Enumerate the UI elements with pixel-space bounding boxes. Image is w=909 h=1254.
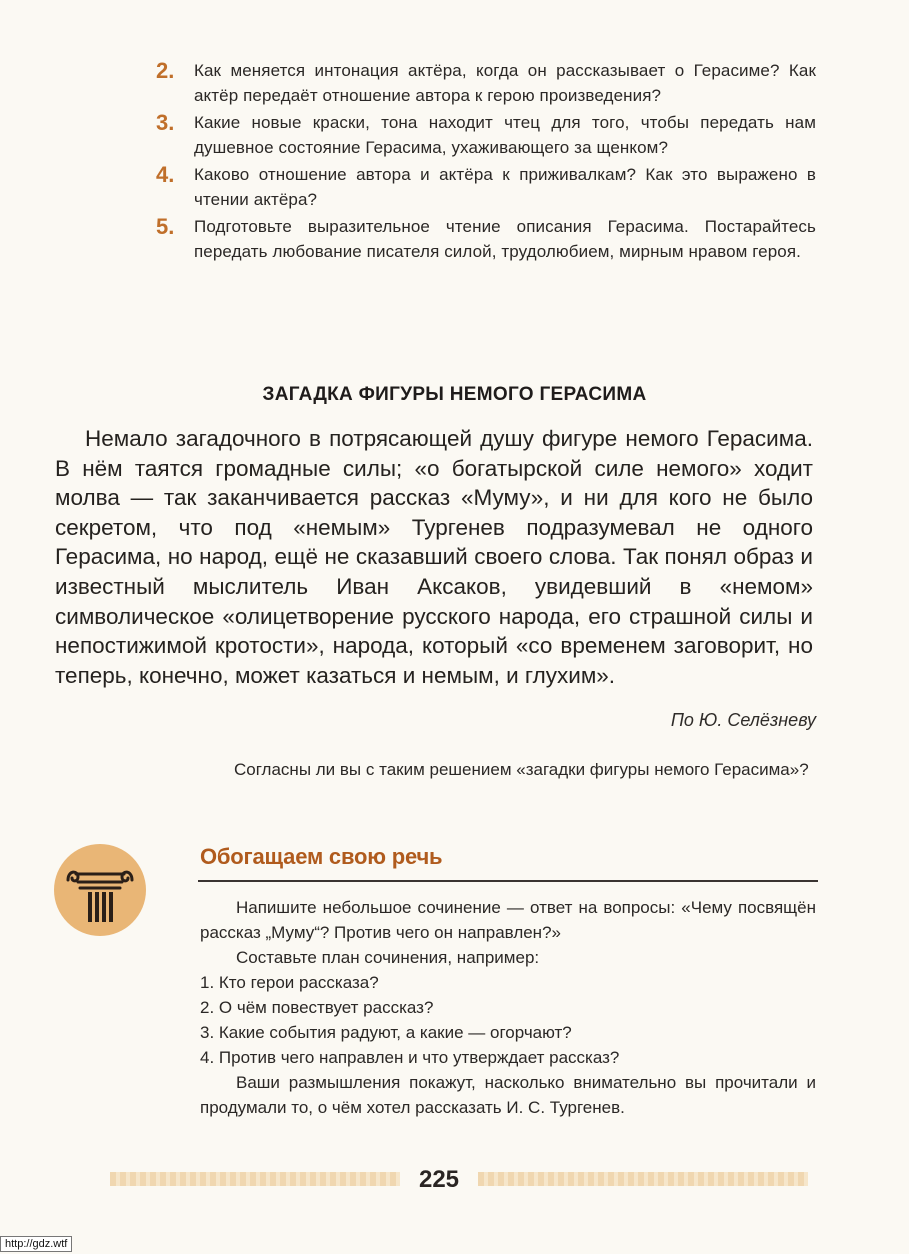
questions-list: [156, 58, 816, 264]
question-number: 5.: [156, 214, 175, 239]
enrich-body: [200, 895, 816, 1120]
column-capital-icon: [54, 844, 146, 936]
page-number: 225: [418, 1166, 460, 1193]
plan-intro: Составьте план сочинения, например:: [236, 948, 540, 967]
question-text: Подготовьте выразительное чтение описания Герасима. Постарайтесь передать любование писателя силой, трудолюбием, мирным нравом героя.: [194, 217, 816, 261]
question-number: 2.: [156, 58, 175, 83]
section-heading: ЗАГАДКА ФИГУРЫ НЕМОГО ГЕРАСИМА: [262, 384, 647, 405]
question-text: Как меняется интонация актёра, когда он рассказывает о Герасиме? Как актёр передаёт отношение автора к герою произведения?: [194, 61, 816, 105]
question-item: [156, 110, 816, 160]
plan-item: 1. Кто герои рассказа?: [200, 973, 379, 992]
question-number: 3.: [156, 110, 175, 135]
title-underline: [198, 880, 818, 882]
enrich-closing: Ваши размышления покажут, насколько внимательно вы прочитали и продумали то, о чём хотел рассказать И. С. Тургенев.: [200, 1073, 816, 1117]
main-paragraph: Немало загадочного в потрясающей душу фигуре немого Герасима. В нём таятся громадные силы; «о богатырской силе немого» ходит молва — так заканчивается рассказ «Муму», и ни для кого не было секретом, что под «немым» Тургенев подразумевал не одного Герасима, но народ, ещё не сказавший своего слова. Так понял образ и известный мыслитель Иван Аксаков, увидевший в «немом» символическое «олицетворение русского народа, его страшной силы и непостижимой кротости», народа, который «со временем заговорит, но теперь, конечно, может казаться и немым, и глухим».: [55, 426, 813, 688]
enrich-intro: Напишите небольшое сочинение — ответ на вопросы: «Чему посвящён рассказ „Муму“? Против чего он направлен?»: [200, 898, 816, 942]
watermark-link[interactable]: http://gdz.wtf: [0, 1236, 72, 1252]
plan-item: 4. Против чего направлен и что утверждает рассказ?: [200, 1048, 620, 1067]
attribution: По Ю. Селёзневу: [670, 710, 816, 730]
discussion-question: Согласны ли вы с таким решением «загадки фигуры немого Герасима»?: [234, 760, 809, 779]
question-text: Каково отношение автора и актёра к приживалкам? Как это выражено в чтении актёра?: [194, 165, 816, 209]
question-text: Какие новые краски, тона находит чтец для того, чтобы передать нам душевное состояние Герасима, ухаживающего за щенком?: [194, 113, 816, 157]
plan-item: 3. Какие события радуют, а какие — огорчают?: [200, 1023, 572, 1042]
footer-ornament-right: [478, 1172, 808, 1186]
question-item: [156, 214, 816, 264]
plan-item: 2. О чём повествует рассказ?: [200, 998, 434, 1017]
question-number: 4.: [156, 162, 175, 187]
question-item: [156, 162, 816, 212]
footer-ornament-left: [110, 1172, 400, 1186]
question-item: [156, 58, 816, 108]
enrich-title: Обогащаем свою речь: [200, 844, 443, 869]
